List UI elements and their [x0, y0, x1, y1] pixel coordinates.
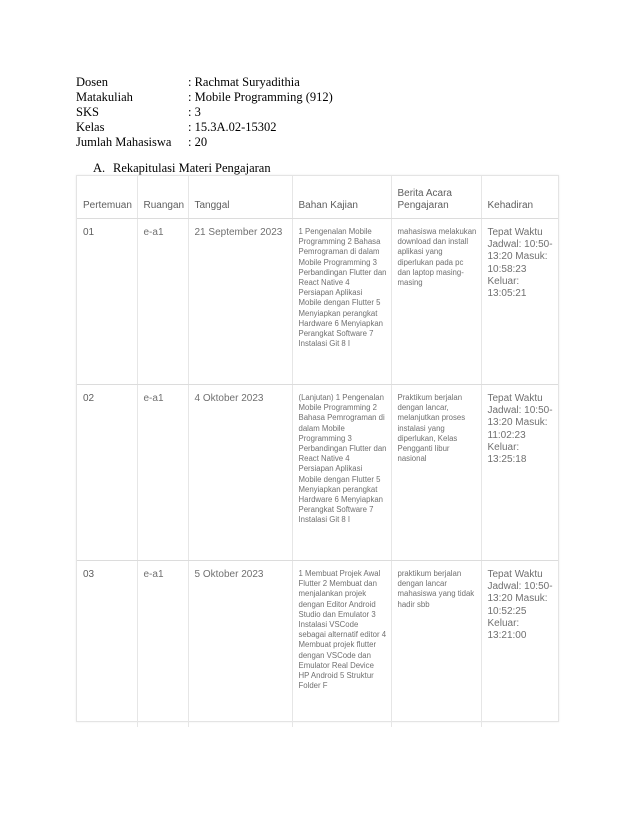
info-label: Jumlah Mahasiswa	[76, 135, 172, 149]
info-label: SKS	[76, 105, 99, 119]
section-heading	[93, 161, 271, 176]
cell-kehadiran: Tepat Waktu Jadwal: 10:50-13:20 Masuk: 11:02:23 Keluar: 13:25:18	[481, 385, 558, 561]
info-value: : 3	[188, 105, 201, 119]
cell-berita-acara: Praktikum berjalan dengan lancar, melanjutkan proses instalasi yang diperlukan, Kelas Pengganti libur nasional	[391, 385, 481, 561]
column-header-bahan-kajian: Bahan Kajian	[292, 176, 391, 219]
cell-berita-acara: mahasiswa melakukan download dan install aplikasi yang diperlukan pada pc dan laptop masing-masing	[391, 219, 481, 385]
cell-tanggal: 21 September 2023	[188, 219, 292, 385]
info-row-matakuliah	[76, 90, 333, 105]
column-header-pertemuan: Pertemuan	[77, 176, 137, 219]
cell-tanggal: 5 Oktober 2023	[188, 561, 292, 727]
info-row-dosen	[76, 75, 333, 90]
rekap-table	[77, 176, 558, 727]
table-row	[77, 385, 558, 561]
cell-pertemuan: 01	[77, 219, 137, 385]
section-title: Rekapitulasi Materi Pengajaran	[113, 161, 271, 175]
course-info	[76, 75, 333, 150]
cell-kehadiran: Tepat Waktu Jadwal: 10:50-13:20 Masuk: 10:52:25 Keluar: 13:21:00	[481, 561, 558, 727]
info-value: : 15.3A.02-15302	[188, 120, 277, 134]
column-header-berita-acara: Berita Acara Pengajaran	[391, 176, 481, 219]
table-row	[77, 219, 558, 385]
info-value: : Mobile Programming (912)	[188, 90, 333, 104]
rekap-table-container	[76, 175, 559, 722]
cell-bahan-kajian: (Lanjutan) 1 Pengenalan Mobile Programming 2 Bahasa Pemrograman di dalam Mobile Programming 3 Perbandingan Flutter dan React Native 4 Persiapan Aplikasi Mobile dengan Flutter 5 Menyiapkan perangkat Hardware 6 Menyiapkan Perangkat Software 7 Instalasi Git 8 I	[292, 385, 391, 561]
cell-tanggal: 4 Oktober 2023	[188, 385, 292, 561]
info-label: Dosen	[76, 75, 108, 89]
info-label: Matakuliah	[76, 90, 133, 104]
cell-bahan-kajian: 1 Membuat Projek Awal Flutter 2 Membuat dan menjalankan projek dengan Editor Android Studio dan Emulator 3 Instalasi VSCode sebagai alternatif editor 4 Membuat projek flutter dengan VSCode dan Emulator Real Device HP Android 5 Struktur Folder F	[292, 561, 391, 727]
cell-ruangan: e-a1	[137, 385, 188, 561]
info-row-jumlah-mahasiswa	[76, 135, 333, 150]
info-row-sks	[76, 105, 333, 120]
cell-ruangan: e-a1	[137, 219, 188, 385]
cell-pertemuan: 02	[77, 385, 137, 561]
section-letter: A.	[93, 161, 106, 175]
cell-bahan-kajian: 1 Pengenalan Mobile Programming 2 Bahasa Pemrograman di dalam Mobile Programming 3 Perbandingan Flutter dan React Native 4 Persiapan Aplikasi Mobile dengan Flutter 5 Menyiapkan perangkat Hardware 6 Menyiapkan Perangkat Software 7 Instalasi Git 8 I	[292, 219, 391, 385]
info-value: : Rachmat Suryadithia	[188, 75, 300, 89]
column-header-kehadiran: Kehadiran	[481, 176, 558, 219]
cell-kehadiran: Tepat Waktu Jadwal: 10:50-13:20 Masuk: 10:58:23 Keluar: 13:05:21	[481, 219, 558, 385]
column-header-tanggal: Tanggal	[188, 176, 292, 219]
table-header-row	[77, 176, 558, 219]
table-row	[77, 561, 558, 727]
info-label: Kelas	[76, 120, 105, 134]
cell-ruangan: e-a1	[137, 561, 188, 727]
info-value: : 20	[188, 135, 208, 149]
info-row-kelas	[76, 120, 333, 135]
cell-pertemuan: 03	[83, 569, 95, 580]
column-header-ruangan: Ruangan	[137, 176, 188, 219]
cell-berita-acara: praktikum berjalan dengan lancar mahasiswa yang tidak hadir sbb	[391, 561, 481, 727]
